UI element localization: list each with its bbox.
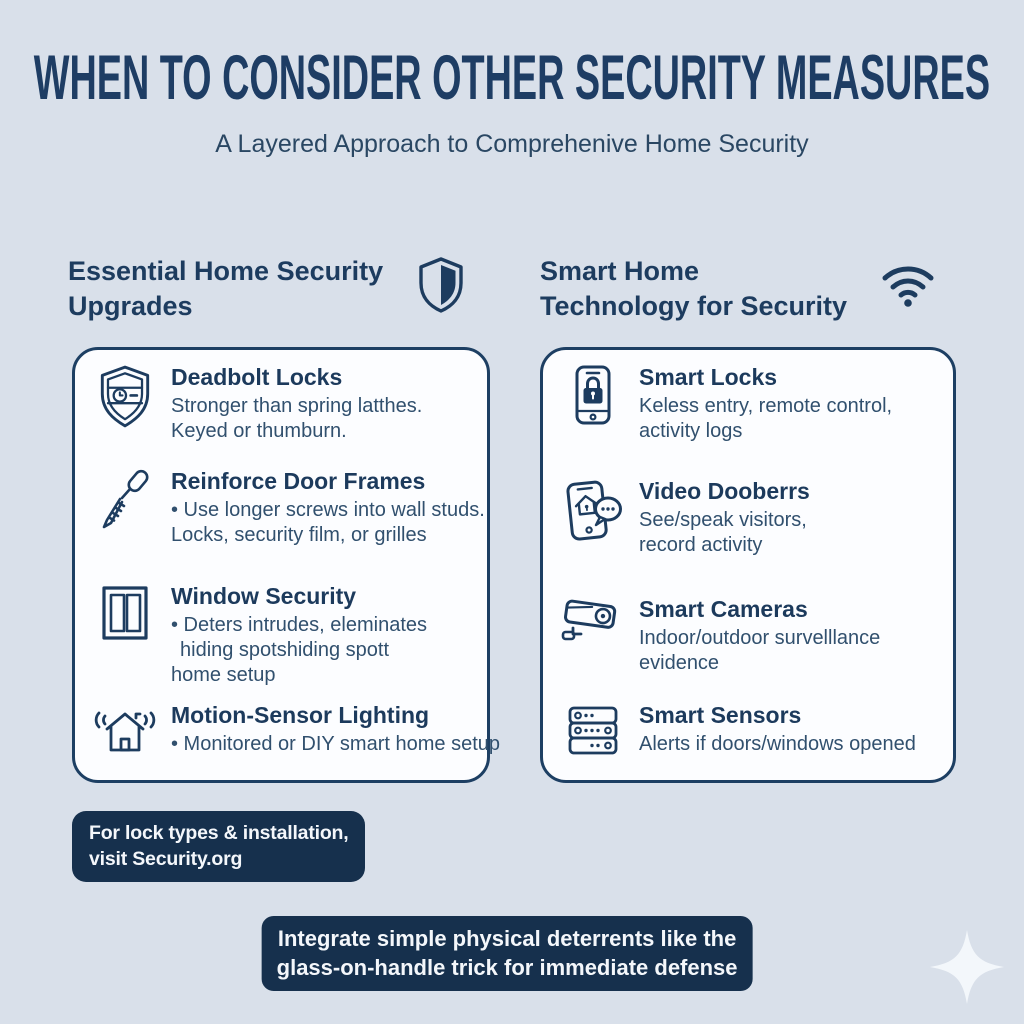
item-title: Smart Locks [639,364,778,390]
item-line: • Deters intrudes, eleminates [171,614,428,636]
right-column-heading [540,254,900,324]
list-item-window-security [91,583,479,687]
item-line: record activity [639,533,763,556]
wifi-icon [880,262,936,308]
screwdriver-screw-icon [91,468,159,548]
left-heading-line2: Upgrades [68,291,193,322]
header [0,42,1024,114]
page-title: WHEN TO CONSIDER OTHER SECURITY MEASURES [33,43,991,113]
item-title: Motion-Sensor Lighting [171,702,430,728]
video-doorbell-icon [559,478,627,558]
list-item-deadbolt-locks [91,364,479,444]
item-title: Reinforce Door Frames [171,468,426,494]
item-title: Video Dooberrs [639,478,810,504]
motion-sensor-house-icon [91,702,159,757]
deadbolt-shield-icon [91,364,159,444]
list-item-motion-sensor-lighting [91,702,500,757]
badge-line: glass-on-handle trick for immediate defense [276,954,738,980]
list-item-video-doorbells [559,478,945,558]
list-item-smart-sensors [559,702,945,758]
right-heading-line2: Technology for Security [540,291,848,322]
item-line: See/speak visitors, [639,509,807,531]
smart-home-tech-card [540,347,956,783]
sensor-hub-icon [559,702,627,758]
item-title: Window Security [171,583,357,609]
item-title: Smart Sensors [639,702,802,728]
deterrent-tip-badge [262,916,753,991]
window-icon [91,583,159,687]
essential-upgrades-card [72,347,500,783]
left-heading-line1: Essential Home Security [68,256,384,286]
shield-icon [416,256,466,314]
item-title: Deadbolt Locks [171,364,343,390]
item-line: • Use longer screws into wall studs. [171,499,485,521]
item-title: Smart Cameras [639,596,808,622]
item-line: evidence [639,651,720,674]
sparkle-icon [930,930,1004,1004]
item-line: Locks, security film, or grilles [171,523,427,546]
cctv-camera-icon [559,596,627,676]
page-subtitle: A Layered Approach to Comprehenive Home Security [215,130,809,158]
phone-lock-icon [559,364,627,444]
right-heading-line1: Smart Home [540,256,700,286]
item-line: activity logs [639,419,743,442]
list-item-smart-cameras [559,596,945,676]
item-line: Stronger than spring latthes. [171,395,423,417]
list-item-smart-locks [559,364,945,444]
item-line: home setup [171,663,276,686]
item-line: hiding spotshiding spott [180,638,390,661]
security-org-badge [72,811,365,882]
badge-line: Integrate simple physical deterrents like the [277,926,737,951]
item-line: Indoor/outdoor survelllance [639,627,881,649]
item-line: • Monitored or DIY smart home setup [171,733,500,755]
item-line: Keyed or thumburn. [171,419,347,442]
item-line: Alerts if doors/windows opened [639,733,916,755]
list-item-reinforce-door-frames [91,468,485,548]
badge-line: visit Security.org [89,848,243,871]
left-column-heading [68,254,428,324]
item-line: Keless entry, remote control, [639,395,893,417]
badge-line: For lock types & installation, [89,822,349,844]
